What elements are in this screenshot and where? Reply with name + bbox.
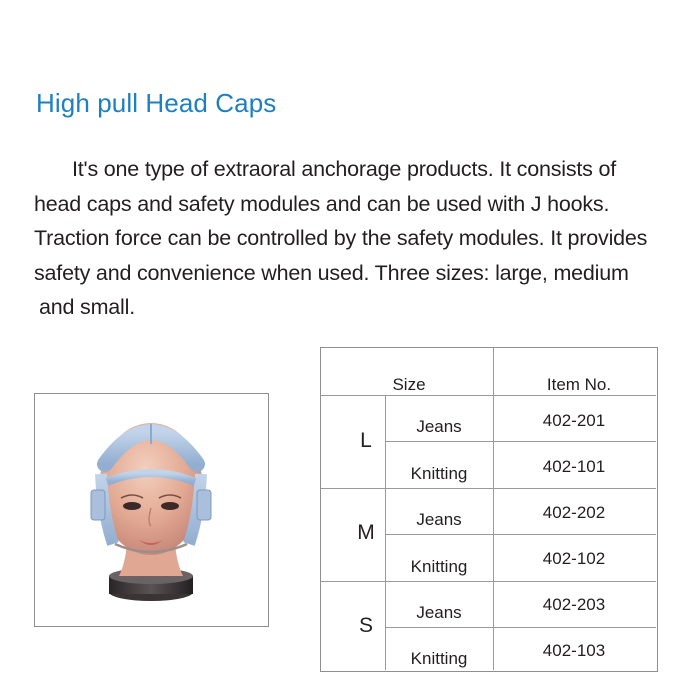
material-cell: Jeans xyxy=(416,417,462,436)
header-item-no: Item No. xyxy=(546,375,612,394)
material-cell: Knitting xyxy=(410,649,468,668)
mannequin-head-cap-image xyxy=(35,394,268,626)
item-no-cell: 402-201 xyxy=(542,411,606,430)
size-label-s: S xyxy=(358,614,374,637)
product-photo xyxy=(34,393,269,627)
material-cell: Jeans xyxy=(416,510,462,529)
table-divider xyxy=(385,441,656,442)
size-label-l: L xyxy=(360,429,372,452)
table-divider xyxy=(385,627,656,628)
item-number-table xyxy=(320,347,658,672)
material-cell: Jeans xyxy=(416,603,462,622)
item-no-cell: 402-202 xyxy=(542,503,606,522)
table-divider xyxy=(493,348,494,670)
material-cell: Knitting xyxy=(410,557,468,576)
table-divider xyxy=(321,488,656,489)
product-description xyxy=(34,152,674,325)
table-divider xyxy=(321,395,656,396)
table-divider xyxy=(385,534,656,535)
description-line: Traction force can be controlled by the safety modules. It provides xyxy=(34,226,648,250)
item-no-cell: 402-102 xyxy=(542,549,606,568)
header-size: Size xyxy=(392,375,426,394)
item-no-cell: 402-203 xyxy=(542,595,606,614)
description-line: and small. xyxy=(39,295,135,319)
item-no-cell: 402-103 xyxy=(542,641,606,660)
description-line: head caps and safety modules and can be used with J hooks. xyxy=(34,191,610,216)
material-cell: Knitting xyxy=(410,464,468,483)
table-divider xyxy=(385,396,386,670)
description-line: It's one type of extraoral anchorage products. It consists of xyxy=(72,157,617,181)
description-line: safety and convenience when used. Three sizes: large, medium xyxy=(34,260,629,285)
page-title: High pull Head Caps xyxy=(36,88,277,118)
item-no-cell: 402-101 xyxy=(542,457,606,476)
table-divider xyxy=(321,581,656,582)
size-label-m: M xyxy=(357,521,375,544)
